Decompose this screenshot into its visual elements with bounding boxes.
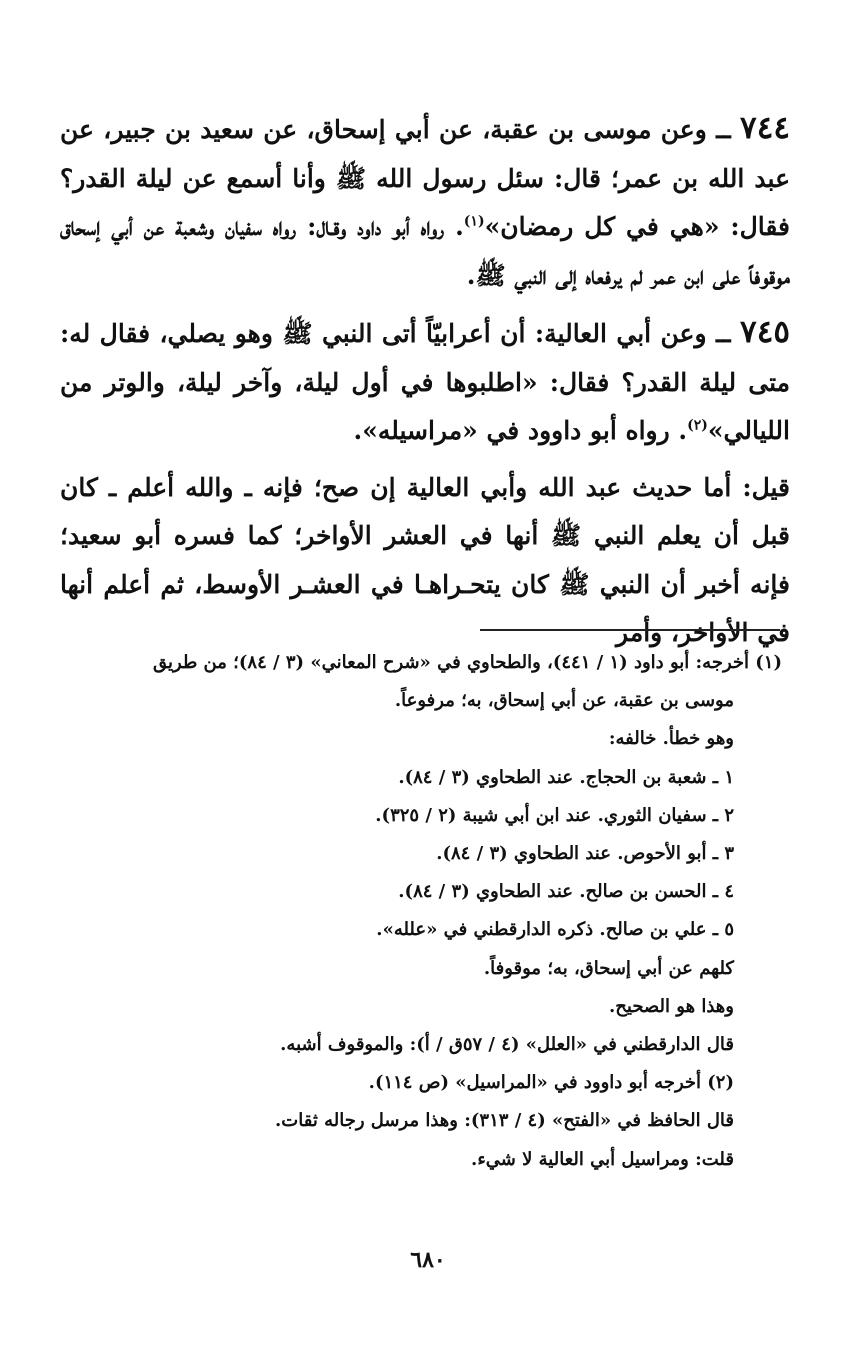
footnote-1-line: قال الدارقطني في «العلل» (٤ / ٥٧ق / أ): والموقوف أشبه. — [280, 1034, 734, 1056]
hadith-745 — [60, 308, 790, 456]
footnote-2-line: قال الحافظ في «الفتح» (٤ / ٣١٣): وهذا مرسل رجاله ثقات. — [275, 1110, 734, 1132]
footnote-list-item: ١ ـ شعبة بن الحجاج. عند الطحاوي (٣ / ٨٤). — [398, 766, 734, 788]
hadith-number: ٧٤٤ — [740, 110, 790, 146]
footnote-2-line: قلت: ومراسيل أبي العالية لا شيء. — [471, 1148, 734, 1170]
hadith-text: ــ وعن أبي العالية: أن أعرابيّاً أتى النبي ﷺ وهو يصلي، فقال له: متى ليلة القدر؟ فقال: «اطلبوها في أول ليلة، وآخر ليلة، والوتر من الليالي» — [60, 319, 790, 445]
footnote-1-line: (١) أخرجه: أبو داود (١ / ٤٤١)، والطحاوي في «شرح المعاني» (٣ / ٨٤)؛ من طريق — [153, 652, 782, 673]
hadith-744 — [60, 104, 790, 300]
lead-word: قيل: — [742, 472, 790, 502]
hadith-text-continued: . رواه أبو داود وقـال: رواه سفيان وشعبة عن أبي إسحاق موقوفاً على ابن عمر لم يرفعاه إلى النبي ﷺ. — [60, 212, 790, 290]
hadith-text-continued: . رواه أبو داوود في «مراسيله». — [353, 416, 688, 445]
footnote-list-item: ٥ ـ علي بن صالح. ذكره الدارقطني في «علله». — [376, 919, 734, 941]
footnote-ref[interactable]: (١) — [463, 213, 485, 230]
footnote-list-item: ٣ ـ أبو الأحوص. عند الطحاوي (٣ / ٨٤). — [436, 843, 734, 865]
footnotes — [60, 644, 782, 1179]
footnote-1-line: وهو خطأ. خالفه: — [608, 728, 734, 750]
footnote-1-line: وهذا هو الصحيح. — [609, 995, 734, 1017]
footnote-ref[interactable]: (٢) — [687, 417, 708, 434]
main-text — [60, 104, 790, 666]
hadith-text: ــ وعن موسى بن عقبة، عن أبي إسحاق، عن سعيد بن جبير، عن عبد الله بن عمر؛ قال: سئل رسول الله ﷺ وأنا أسمع عن ليلة القدر؟ فقال: «هي في كل رمضان» — [60, 115, 791, 241]
page-number: ٦٨٠ — [410, 1247, 446, 1273]
footnote-1-line: موسى بن عقبة، عن أبي إسحاق، به؛ مرفوعاً. — [394, 690, 734, 712]
footnote-divider — [480, 629, 780, 631]
footnote-list-item: ٢ ـ سفيان الثوري. عند ابن أبي شيبة (٢ / ٣٢٥). — [375, 804, 734, 826]
footnote-1-line: كلهم عن أبي إسحاق، به؛ موقوفاً. — [483, 957, 734, 979]
commentary-text: أما حديث عبد الله وأبي العالية إن صح؛ فإنه ـ والله أعلم ـ كان قبل أن يعلم النبي ﷺ أنها في العشر الأواخر؛ كما فسره أبو سعيد؛ فإنه أخبر أن النبي ﷺ كان يتحـراهـا في العشـر الأوسط، ثم أعلم أنها في الأواخر، وأمر — [60, 472, 790, 647]
footnote-list-item: ٤ ـ الحسن بن صالح. عند الطحاوي (٣ / ٨٤). — [398, 881, 734, 903]
footnote-2-line: (٢) أخرجه أبو داوود في «المراسيل» (ص ١١٤). — [368, 1072, 734, 1094]
hadith-number: ٧٤٥ — [740, 314, 790, 350]
